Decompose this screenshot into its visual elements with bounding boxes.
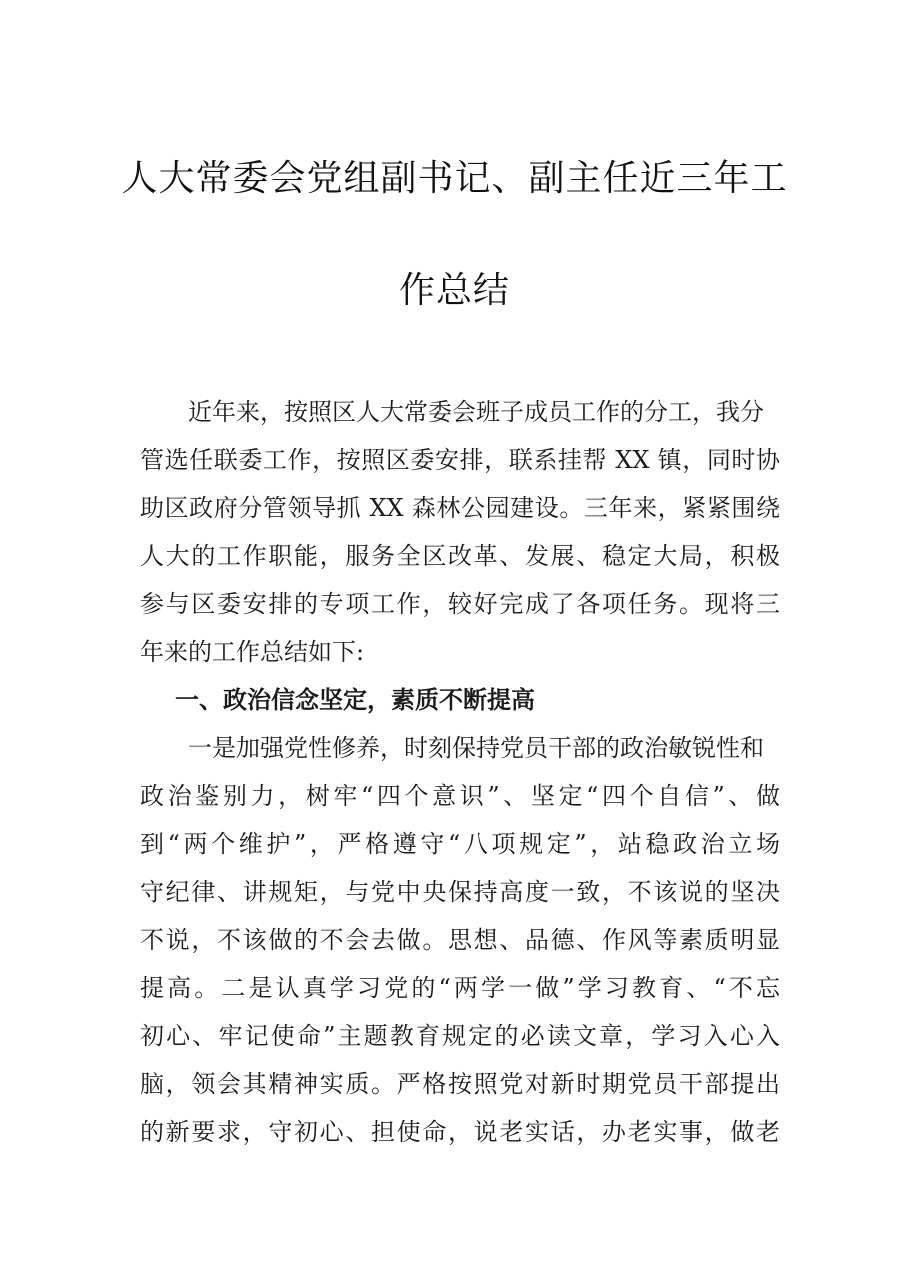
paragraph-2-line-7: 初心、牢记使命”主题教育规定的必读文章，学习入心入 [140,1022,780,1050]
paragraph-2-line-5: 不说，不该做的不会去做。思想、品德、作风等素质明显 [140,926,780,954]
paragraph-1-line-4: 人大的工作职能，服务全区改革、发展、稳定大局，积极 [140,542,780,570]
paragraph-1-line-2: 管选任联委工作，按照区委安排，联系挂帮 XX 镇，同时协 [140,446,780,474]
paragraph-2-line-3: 到“两个维护”，严格遵守“八项规定”，站稳政治立场 [140,830,780,858]
paragraph-2-line-9: 的新要求，守初心、担使命，说老实话，办老实事，做老 [140,1118,780,1146]
paragraph-1-line-5: 参与区委安排的专项工作，较好完成了各项任务。现将三 [140,590,780,618]
paragraph-2-line-1: 一是加强党性修养，时刻保持党员干部的政治敏锐性和 [140,734,764,762]
section-1-heading: 一、政治信念坚定，素质不断提高 [175,686,535,714]
paragraph-2-line-2: 政治鉴别力，树牢“四个意识”、坚定“四个自信”、做 [140,782,780,810]
document-title-line-2: 作总结 [398,270,510,311]
paragraph-2-line-6: 提高。二是认真学习党的“两学一做”学习教育、“不忘 [140,974,780,1002]
paragraph-1-line-3: 助区政府分管领导抓 XX 森林公园建设。三年来，紧紧围绕 [140,494,780,522]
paragraph-1-line-6: 年来的工作总结如下: [140,638,365,666]
paragraph-2-line-8: 脑，领会其精神实质。严格按照党对新时期党员干部提出 [140,1070,780,1098]
paragraph-2-line-4: 守纪律、讲规矩，与党中央保持高度一致，不该说的坚决 [140,878,780,906]
paragraph-1-line-1: 近年来，按照区人大常委会班子成员工作的分工，我分 [140,398,764,426]
document-title-line-1: 人大常委会党组副书记、副主任近三年工 [121,158,788,199]
